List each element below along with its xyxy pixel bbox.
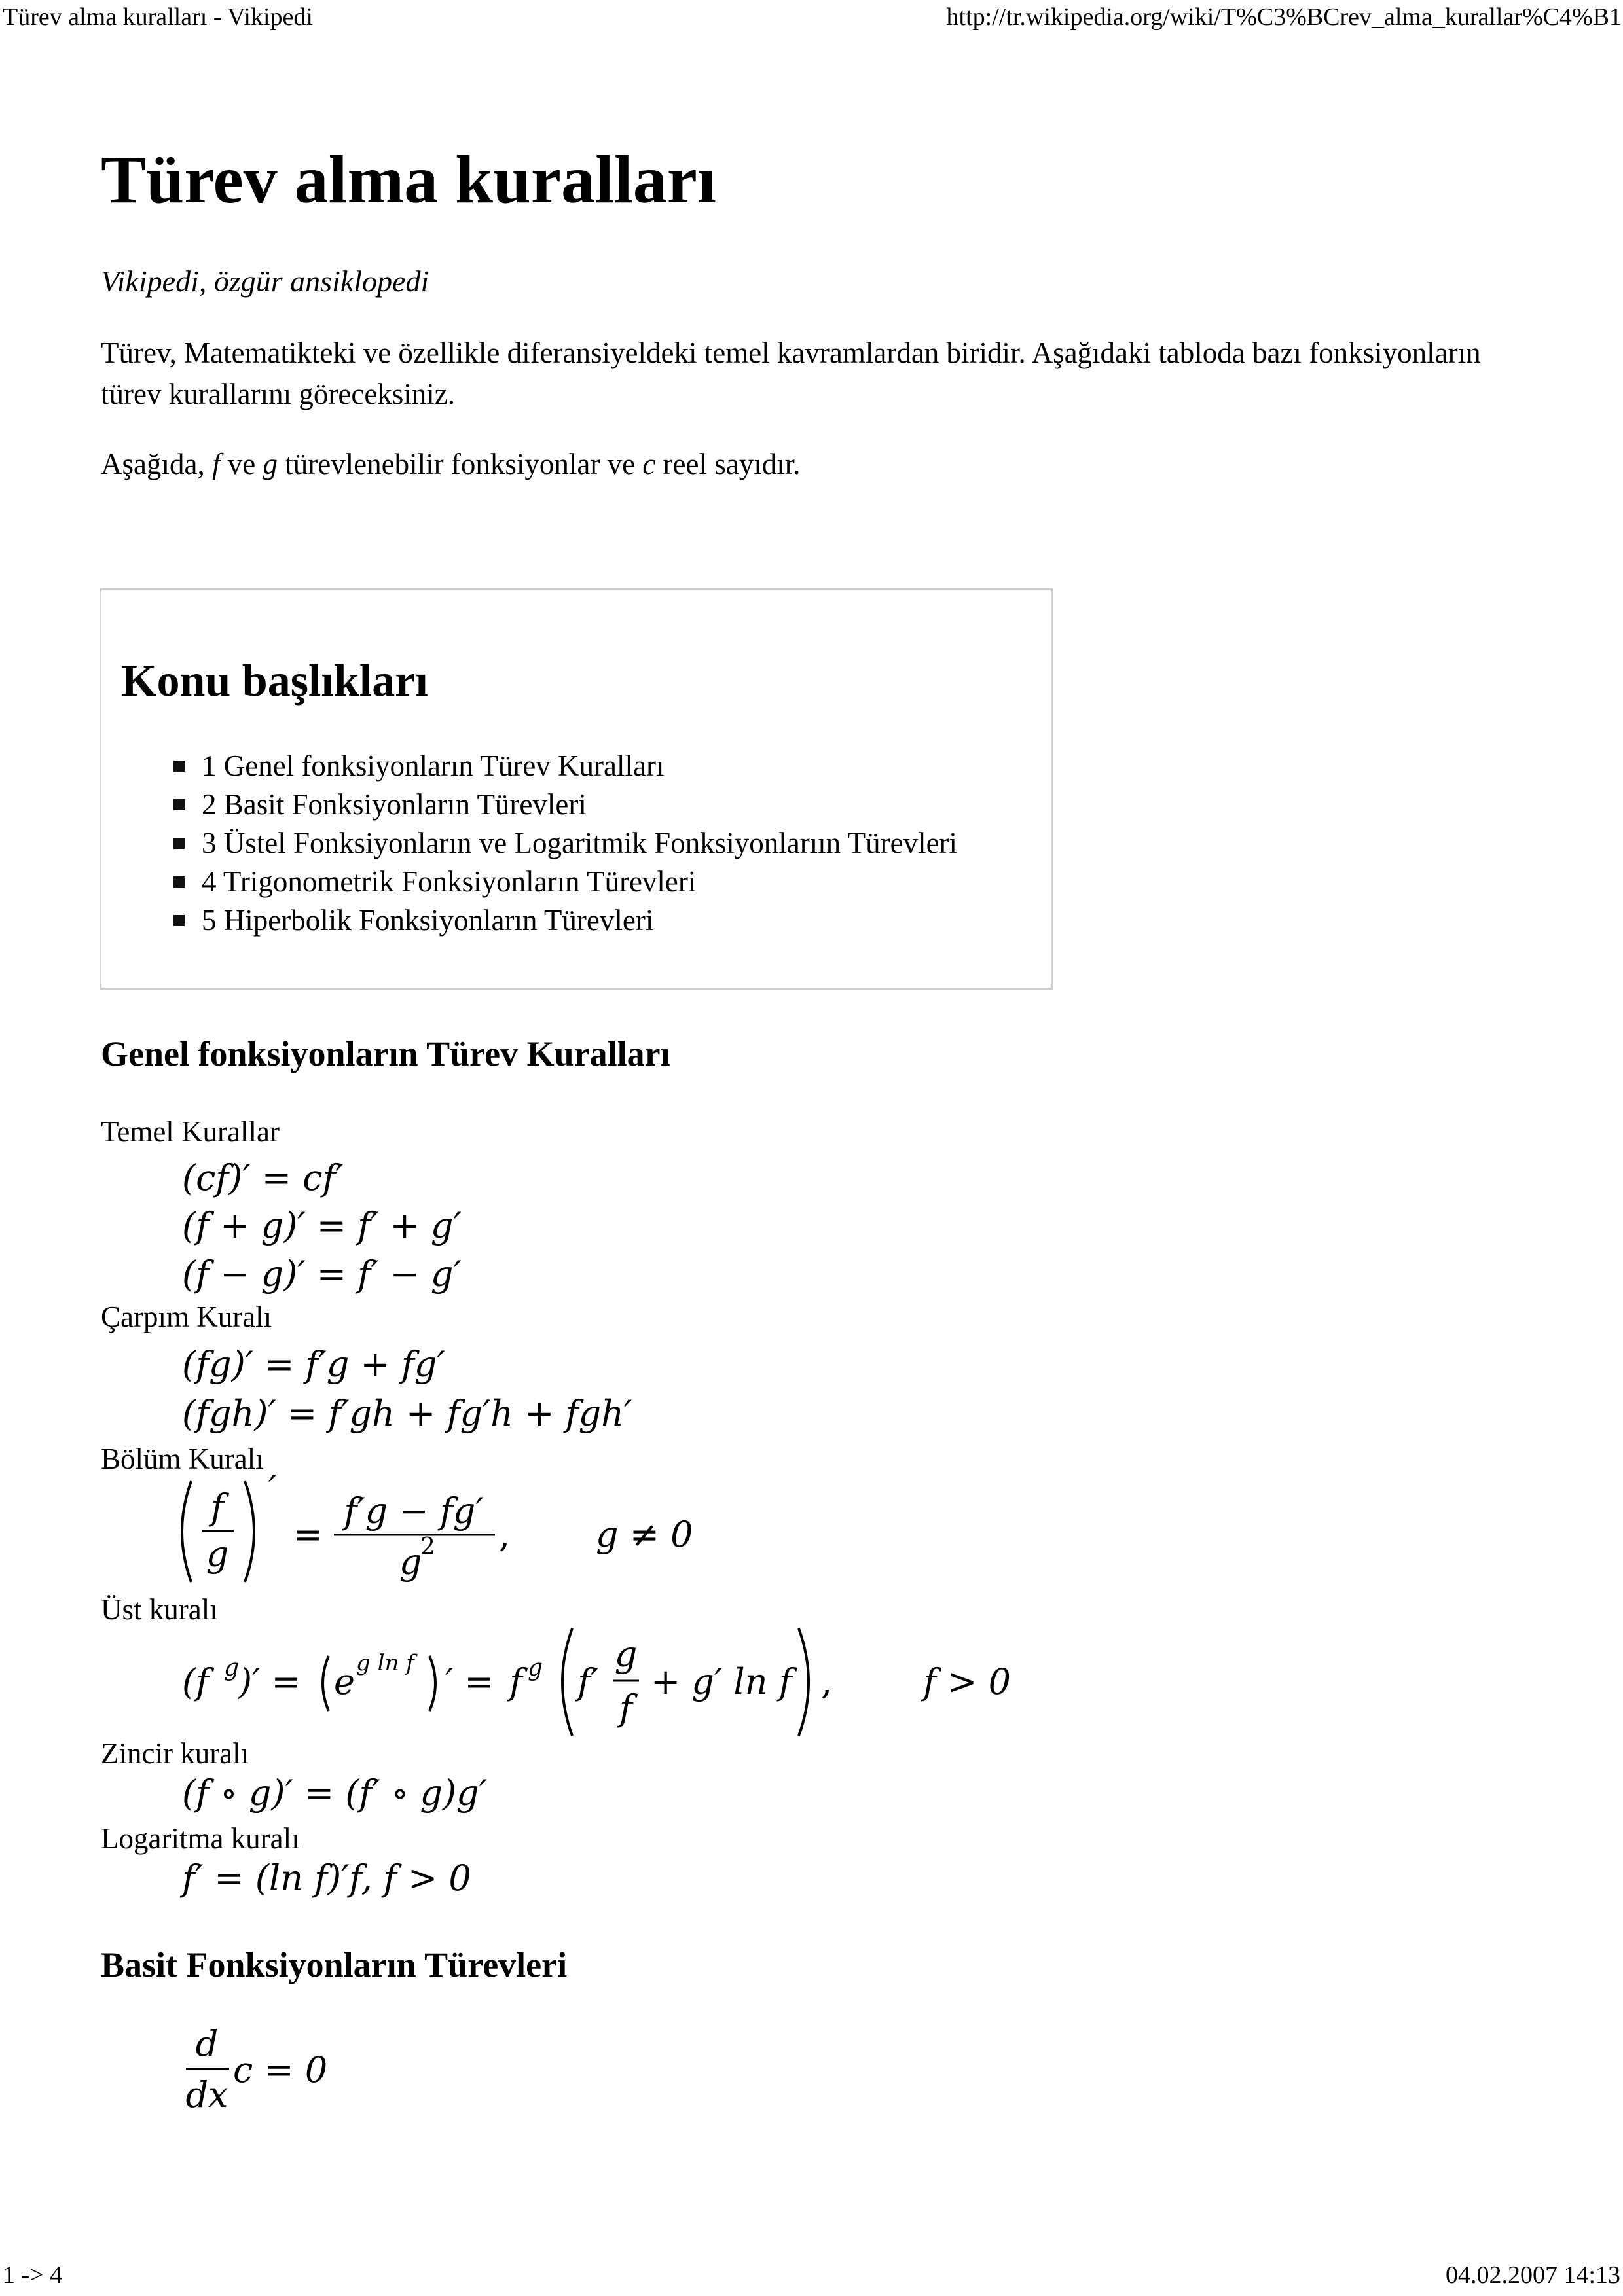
power-frac-den: f xyxy=(619,1687,632,1729)
left-paren xyxy=(182,1481,191,1582)
deriv-denominator: dx xyxy=(185,2074,228,2115)
power-prime-eq: ′ = xyxy=(445,1661,494,1702)
power-fprime: f′ xyxy=(577,1661,599,1702)
formula-logarithm-rule: f′ = (ln f)′f, f > 0 xyxy=(182,1857,471,1899)
formula-constant-derivative xyxy=(177,2019,439,2124)
notation-text: türevlenebilir fonksiyonlar ve xyxy=(277,448,643,480)
power-lhs-base: (f xyxy=(182,1661,210,1702)
label-power-rule: Üst kuralı xyxy=(101,1593,218,1626)
deriv-numerator: d xyxy=(195,2023,219,2064)
section-heading-general-rules: Genel fonksiyonların Türev Kuralları xyxy=(101,1034,670,1073)
notation-var-c: c xyxy=(642,448,656,480)
right-paren xyxy=(245,1481,254,1582)
label-chain-rule: Zincir kuralı xyxy=(101,1737,249,1770)
section-heading-basic-derivatives: Basit Fonksiyonların Türevleri xyxy=(101,1945,568,1984)
page-title: Türev alma kuralları xyxy=(101,142,716,217)
notation-var-f: f xyxy=(211,448,221,480)
right-paren-big xyxy=(799,1628,809,1736)
right-paren xyxy=(429,1656,435,1711)
power-f-exponent: g xyxy=(528,1655,543,1681)
page-header-url[interactable]: http://tr.wikipedia.org/wiki/T%C3%BCrev_alma_kurallar%C4%B1 xyxy=(946,3,1622,31)
comma: , xyxy=(821,1661,833,1702)
square-bullet-icon xyxy=(173,915,185,926)
power-lhs-close: )′ = xyxy=(238,1661,301,1702)
power-f: f xyxy=(509,1661,522,1702)
toc-list xyxy=(173,747,957,940)
comma: , xyxy=(499,1514,511,1555)
power-e-exponent: g ln f xyxy=(356,1650,414,1676)
quotient-denominator: g xyxy=(399,1541,422,1583)
equals-sign: = xyxy=(293,1514,323,1555)
quotient-inner-f: f xyxy=(211,1486,224,1528)
toc-item[interactable] xyxy=(173,901,957,940)
table-of-contents xyxy=(100,588,1053,990)
toc-item[interactable] xyxy=(173,863,957,901)
prime-mark: ′ xyxy=(268,1468,277,1509)
print-timestamp: 04.02.2007 14:13 xyxy=(1445,2261,1620,2289)
power-lhs-exponent: g xyxy=(224,1655,240,1681)
square-bullet-icon xyxy=(173,799,185,810)
toc-link[interactable]: 4 Trigonometrik Fonksiyonların Türevleri xyxy=(202,865,697,898)
notation-text: ve xyxy=(220,448,263,480)
toc-link[interactable]: 3 Üstel Fonksiyonların ve Logaritmik Fonksiyonlarıın Türevleri xyxy=(202,827,958,859)
intro-paragraph: Türev, Matematikteki ve özellikle diferansiyeldeki temel kavramlardan biridir. Aşağıdaki tabloda bazı fonksiyonların türev kurallarını göreceksiniz. xyxy=(101,336,1481,410)
formula-product-rule: (fg)′ = f′g + fg′ xyxy=(182,1344,445,1385)
square-bullet-icon xyxy=(173,876,185,888)
toc-item[interactable] xyxy=(173,824,957,863)
formula-constant-multiple: (cf)′ = cf′ xyxy=(182,1157,344,1198)
notation-var-g: g xyxy=(263,448,278,480)
quotient-condition: g ≠ 0 xyxy=(596,1514,693,1555)
toc-link[interactable]: 5 Hiperbolik Fonksiyonların Türevleri xyxy=(202,904,654,937)
page-header-title: Türev alma kuralları - Vikipedi xyxy=(3,3,313,31)
left-paren xyxy=(323,1656,329,1711)
quotient-denominator-exponent: 2 xyxy=(420,1534,435,1560)
left-paren-big xyxy=(562,1628,572,1736)
label-quotient-rule: Bölüm Kuralı xyxy=(101,1443,264,1475)
power-condition: f > 0 xyxy=(923,1661,1011,1702)
label-logarithm-rule: Logaritma kuralı xyxy=(101,1822,300,1855)
toc-link[interactable]: 1 Genel fonksiyonların Türev Kuralları xyxy=(202,749,665,782)
power-frac-num: g xyxy=(614,1634,638,1675)
formula-quotient-rule xyxy=(177,1468,740,1587)
square-bullet-icon xyxy=(173,761,185,772)
power-rest: + g′ ln f xyxy=(651,1661,792,1702)
page-counter: 1 -> 4 xyxy=(3,2261,63,2289)
label-basic-rules: Temel Kurallar xyxy=(101,1115,280,1148)
toc-item[interactable] xyxy=(173,747,957,785)
square-bullet-icon xyxy=(173,838,185,849)
toc-link[interactable]: 2 Basit Fonksiyonların Türevleri xyxy=(202,788,587,821)
site-tagline: Vikipedi, özgür ansiklopedi xyxy=(101,264,429,298)
notation-text: reel sayıdır. xyxy=(655,448,801,480)
notation-text: Aşağıda, xyxy=(101,448,212,480)
formula-power-rule xyxy=(177,1623,1093,1741)
quotient-inner-g: g xyxy=(206,1534,229,1575)
notation-paragraph xyxy=(101,444,1508,485)
formula-triple-product-rule: (fgh)′ = f′gh + fg′h + fgh′ xyxy=(182,1393,632,1434)
toc-title: Konu başlıkları xyxy=(121,656,428,706)
quotient-numerator: f′g − fg′ xyxy=(344,1490,484,1532)
toc-item[interactable] xyxy=(173,785,957,824)
formula-difference-rule: (f − g)′ = f′ − g′ xyxy=(182,1253,462,1295)
formula-chain-rule: (f ∘ g)′ = (f′ ∘ g)g′ xyxy=(182,1772,487,1814)
formula-sum-rule: (f + g)′ = f′ + g′ xyxy=(182,1205,462,1246)
label-product-rule: Çarpım Kuralı xyxy=(101,1300,272,1333)
deriv-rest: c = 0 xyxy=(233,2049,328,2090)
power-e: e xyxy=(334,1661,355,1702)
